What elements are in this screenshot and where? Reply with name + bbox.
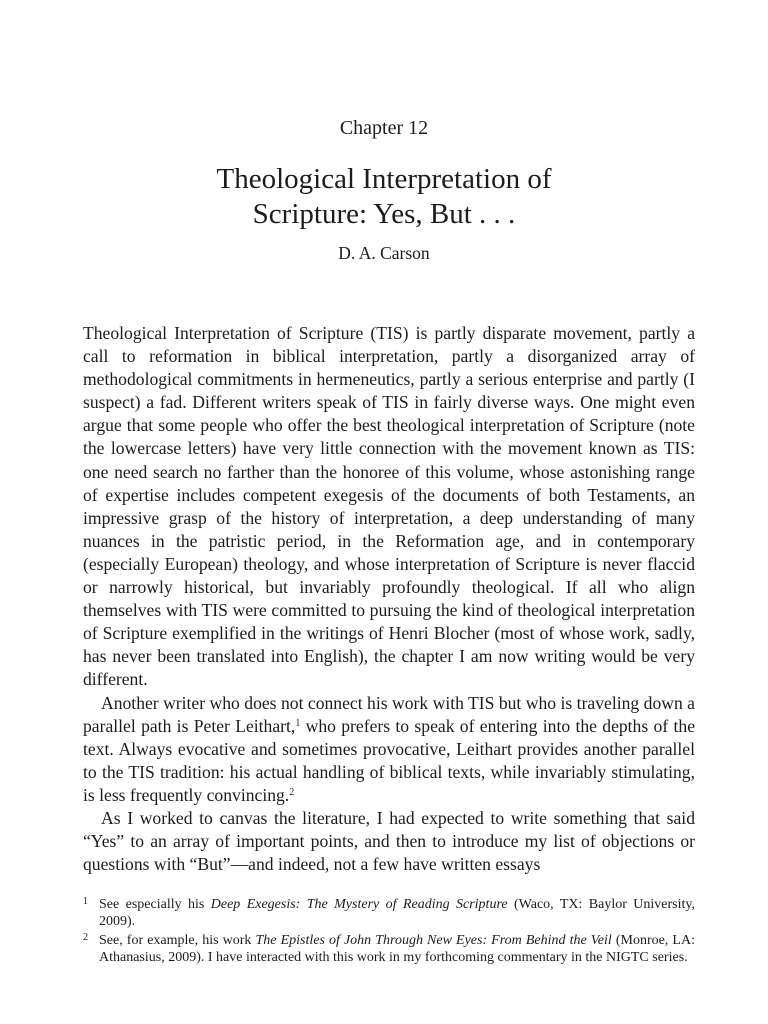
footnote-number: 1 [83, 896, 88, 907]
chapter-title [0, 162, 768, 232]
paragraph-1: Theological Interpretation of Scripture (TIS) is partly disparate movement, partly a call to reformation in biblical interpretation, partly a disorganized array of methodological commitments in hermeneutics, partly a serious enterprise and partly (I suspect) a fad. Different writers speak of TIS in fairly diverse ways. One might even argue that some people who offer the best theological interpretation of Scripture (note the lowercase letters) have very little connection with the movement known as TIS: one need search no farther than the honoree of this volume, whose astonishing range of expertise includes competent exegesis of the documents of both Testaments, an impressive grasp of the history of interpretation, a deep understanding of many nuances in the patristic period, in the Reformation age, and in contemporary (especially European) theology, and whose interpretation of Scripture is never flaccid or narrowly historical, but invariably profoundly theological. If all who align themselves with TIS were committed to pursuing the kind of theological interpretation of Scripture exemplified in the writings of Henri Blocher (most of whose work, sadly, has never been translated into English), the chapter I am now writing would be very different. [83, 323, 695, 690]
footnote-text: (Monroe, LA: Athanasius, 2009). I have interacted with this work in my forthcoming commentary in the NIGTC series. [99, 933, 695, 965]
chapter-number: Chapter 12 [339, 117, 429, 139]
footnote-book-title: Deep Exegesis: The Mystery of Reading Scripture [210, 897, 508, 912]
paragraph-2-part-2: who prefers to speak of entering into the depths of the text. Always evocative and sometimes provocative, Leithart provides another parallel to the TIS tradition: his actual handling of biblical texts, while invariably stimulating, is less frequently convincing. [83, 715, 695, 805]
footnote-book-title: The Epistles of John Through New Eyes: From Behind the Veil [255, 933, 612, 948]
footnote-number: 2 [83, 932, 88, 943]
paragraph-2-part-1: Another writer who does not connect his work with TIS but who is traveling down a parallel path is Peter Leithart, [83, 692, 695, 736]
body-text [83, 322, 695, 876]
chapter-title-line-1: Theological Interpretation of [216, 163, 552, 195]
footnote-text: (Waco, TX: Baylor University, 2009). [99, 897, 695, 929]
footnote-ref-2: 2 [289, 786, 295, 798]
author-name: D. A. Carson [338, 243, 430, 263]
footnote-text: See, for example, his work [99, 933, 256, 948]
footnotes [83, 896, 695, 968]
footnote-2 [83, 932, 695, 966]
paragraph-2 [83, 692, 695, 807]
footnote-1 [83, 896, 695, 930]
footnote-text: See especially his [99, 897, 211, 912]
footnote-ref-1: 1 [295, 717, 301, 729]
paragraph-3: As I worked to canvas the literature, I had expected to write something that said “Yes” to an array of important points, and then to introduce my list of objections or questions with “But”—and indeed, not a few have written essays [83, 807, 695, 875]
chapter-title-line-2: Scripture: Yes, But . . . [252, 198, 516, 230]
